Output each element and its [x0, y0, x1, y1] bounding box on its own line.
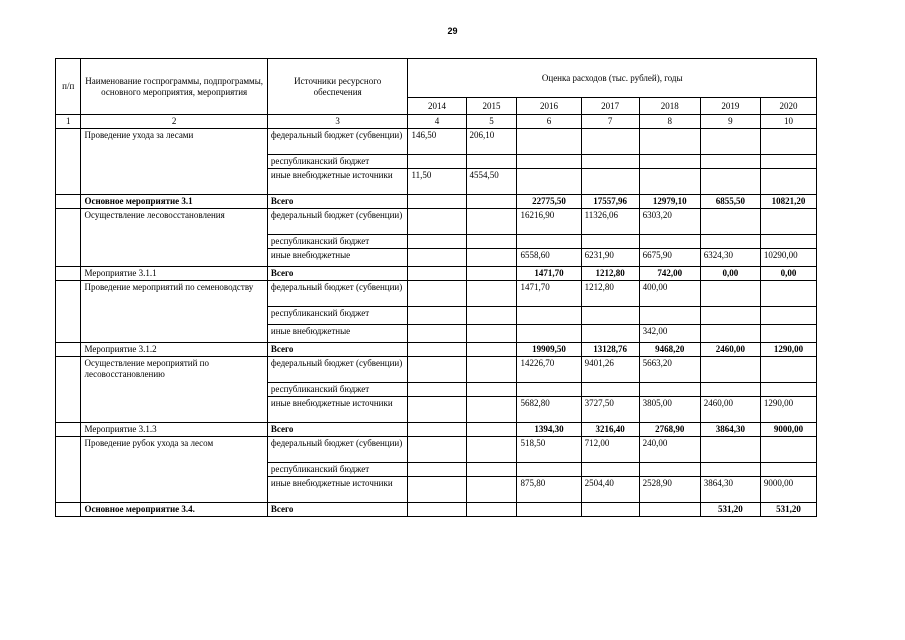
row-value-cell: [639, 383, 700, 397]
row-number-cell: [56, 209, 81, 267]
row-value-cell: [581, 235, 639, 249]
row-source-cell: республиканский бюджет: [267, 235, 408, 249]
table-row: [56, 437, 817, 463]
row-value-cell: [760, 325, 816, 343]
row-value-cell: [408, 503, 466, 517]
row-value-cell: [466, 423, 517, 437]
row-name-cell: Мероприятие 3.1.3: [81, 423, 267, 437]
row-number-cell: [56, 343, 81, 357]
row-value-cell: [466, 343, 517, 357]
header-year: 2017: [581, 98, 639, 115]
row-source-cell: иные внебюджетные источники: [267, 477, 408, 503]
header-year: 2016: [517, 98, 581, 115]
row-value-cell: [466, 397, 517, 423]
header-year: 2018: [639, 98, 700, 115]
row-value-cell: [466, 357, 517, 383]
row-value-cell: [517, 155, 581, 169]
row-number-cell: [56, 437, 81, 503]
header-estimate: Оценка расходов (тыс. рублей), годы: [408, 59, 817, 98]
row-value-cell: [408, 235, 466, 249]
row-value-cell: 0,00: [700, 267, 760, 281]
row-value-cell: [760, 307, 816, 325]
row-value-cell: [700, 155, 760, 169]
row-value-cell: 531,20: [700, 503, 760, 517]
row-name-cell: Мероприятие 3.1.1: [81, 267, 267, 281]
row-value-cell: [700, 357, 760, 383]
row-value-cell: [581, 383, 639, 397]
row-value-cell: [639, 155, 700, 169]
row-source-cell: иные внебюджетные: [267, 325, 408, 343]
row-source-cell: республиканский бюджет: [267, 155, 408, 169]
row-value-cell: [466, 463, 517, 477]
header-index-cell: 1: [56, 115, 81, 129]
row-value-cell: [466, 195, 517, 209]
row-value-cell: [408, 325, 466, 343]
table-row: [56, 423, 817, 437]
row-value-cell: 17557,96: [581, 195, 639, 209]
row-source-cell: республиканский бюджет: [267, 463, 408, 477]
header-source: Источники ресурсного обеспечения: [267, 59, 408, 115]
row-value-cell: [700, 463, 760, 477]
header-year: 2020: [760, 98, 816, 115]
header-index-cell: 6: [517, 115, 581, 129]
row-value-cell: [466, 307, 517, 325]
row-value-cell: [517, 503, 581, 517]
row-value-cell: 11,50: [408, 169, 466, 195]
row-value-cell: [700, 307, 760, 325]
table-row: [56, 267, 817, 281]
header-year: 2014: [408, 98, 466, 115]
row-value-cell: 1471,70: [517, 281, 581, 307]
row-name-cell: Осуществление лесовосстановления: [81, 209, 267, 267]
row-value-cell: 5682,80: [517, 397, 581, 423]
row-value-cell: [639, 235, 700, 249]
header-index-cell: 3: [267, 115, 408, 129]
header-index-row: [56, 115, 817, 129]
row-name-cell: Проведение рубок ухода за лесом: [81, 437, 267, 503]
row-value-cell: [408, 477, 466, 503]
table-row: [56, 281, 817, 307]
row-source-cell: иные внебюджетные: [267, 249, 408, 267]
row-value-cell: [760, 169, 816, 195]
row-value-cell: [639, 307, 700, 325]
row-value-cell: [466, 155, 517, 169]
row-value-cell: 6324,30: [700, 249, 760, 267]
row-value-cell: [408, 383, 466, 397]
header-name: Наименование госпрограммы, подпрограммы, основного мероприятия, мероприятия: [81, 59, 267, 115]
row-value-cell: [408, 357, 466, 383]
row-value-cell: [408, 343, 466, 357]
row-source-cell: Всего: [267, 195, 408, 209]
row-name-cell: Осуществление мероприятий по лесовосстановлению: [81, 357, 267, 423]
row-value-cell: [639, 129, 700, 155]
row-value-cell: 712,00: [581, 437, 639, 463]
row-value-cell: [466, 477, 517, 503]
row-value-cell: 6558,60: [517, 249, 581, 267]
row-value-cell: [408, 281, 466, 307]
row-value-cell: [760, 463, 816, 477]
row-value-cell: 11326,06: [581, 209, 639, 235]
header-index-cell: 7: [581, 115, 639, 129]
row-value-cell: 9000,00: [760, 423, 816, 437]
header-index-cell: 2: [81, 115, 267, 129]
row-source-cell: Всего: [267, 343, 408, 357]
row-value-cell: [760, 235, 816, 249]
row-value-cell: [700, 437, 760, 463]
header-index-cell: 10: [760, 115, 816, 129]
row-value-cell: [700, 383, 760, 397]
row-value-cell: [466, 267, 517, 281]
row-value-cell: [700, 209, 760, 235]
row-value-cell: [581, 169, 639, 195]
row-value-cell: 6855,50: [700, 195, 760, 209]
row-number-cell: [56, 267, 81, 281]
row-value-cell: 400,00: [639, 281, 700, 307]
row-value-cell: 14226,70: [517, 357, 581, 383]
row-value-cell: 6231,90: [581, 249, 639, 267]
row-value-cell: [408, 249, 466, 267]
row-value-cell: 0,00: [760, 267, 816, 281]
row-value-cell: 742,00: [639, 267, 700, 281]
row-number-cell: [56, 423, 81, 437]
row-value-cell: 5663,20: [639, 357, 700, 383]
row-value-cell: [760, 437, 816, 463]
row-value-cell: [639, 463, 700, 477]
row-name-cell: Проведение мероприятий по семеноводству: [81, 281, 267, 343]
row-value-cell: 10821,20: [760, 195, 816, 209]
row-value-cell: [517, 383, 581, 397]
row-value-cell: [700, 235, 760, 249]
row-value-cell: 146,50: [408, 129, 466, 155]
row-value-cell: 531,20: [760, 503, 816, 517]
row-value-cell: [466, 249, 517, 267]
row-number-cell: [56, 503, 81, 517]
row-name-cell: Основное мероприятие 3.1: [81, 195, 267, 209]
row-value-cell: 13128,76: [581, 343, 639, 357]
row-number-cell: [56, 281, 81, 343]
row-value-cell: [408, 267, 466, 281]
row-value-cell: [466, 437, 517, 463]
row-value-cell: [700, 169, 760, 195]
row-value-cell: 10290,00: [760, 249, 816, 267]
row-source-cell: федеральный бюджет (субвенции): [267, 437, 408, 463]
row-value-cell: [408, 397, 466, 423]
row-value-cell: 1290,00: [760, 343, 816, 357]
row-source-cell: иные внебюджетные источники: [267, 397, 408, 423]
row-value-cell: [639, 169, 700, 195]
table-row: [56, 343, 817, 357]
table-row: [56, 209, 817, 235]
row-value-cell: 4554,50: [466, 169, 517, 195]
row-source-cell: федеральный бюджет (субвенции): [267, 129, 408, 155]
row-value-cell: 16216,90: [517, 209, 581, 235]
table-row: [56, 357, 817, 383]
header-year: 2015: [466, 98, 517, 115]
header-index-cell: 9: [700, 115, 760, 129]
row-value-cell: [517, 307, 581, 325]
row-value-cell: [517, 169, 581, 195]
row-value-cell: 6675,90: [639, 249, 700, 267]
row-value-cell: [639, 503, 700, 517]
row-value-cell: [581, 307, 639, 325]
row-number-cell: [56, 195, 81, 209]
row-value-cell: [517, 129, 581, 155]
header-index-cell: 5: [466, 115, 517, 129]
row-value-cell: 206,10: [466, 129, 517, 155]
row-value-cell: 1212,80: [581, 281, 639, 307]
row-value-cell: [517, 235, 581, 249]
row-name-cell: Мероприятие 3.1.2: [81, 343, 267, 357]
row-value-cell: 19909,50: [517, 343, 581, 357]
row-value-cell: [760, 281, 816, 307]
row-source-cell: республиканский бюджет: [267, 383, 408, 397]
row-value-cell: [760, 155, 816, 169]
row-value-cell: 1290,00: [760, 397, 816, 423]
row-value-cell: 2460,00: [700, 397, 760, 423]
row-value-cell: [466, 281, 517, 307]
row-value-cell: 3864,30: [700, 477, 760, 503]
table-row: [56, 503, 817, 517]
page-number: 29: [447, 26, 458, 36]
table-body: [56, 129, 817, 517]
row-value-cell: [581, 129, 639, 155]
row-source-cell: федеральный бюджет (субвенции): [267, 209, 408, 235]
row-source-cell: Всего: [267, 423, 408, 437]
row-value-cell: 22775,50: [517, 195, 581, 209]
header-index-cell: 4: [408, 115, 466, 129]
row-value-cell: [517, 325, 581, 343]
row-value-cell: [466, 383, 517, 397]
table-row: [56, 129, 817, 155]
row-source-cell: республиканский бюджет: [267, 307, 408, 325]
row-value-cell: [408, 437, 466, 463]
row-name-cell: Основное мероприятие 3.4.: [81, 503, 267, 517]
row-value-cell: [581, 463, 639, 477]
row-value-cell: [581, 503, 639, 517]
header-num: п/п: [56, 59, 81, 115]
row-value-cell: 6303,20: [639, 209, 700, 235]
row-value-cell: [760, 129, 816, 155]
row-source-cell: федеральный бюджет (субвенции): [267, 357, 408, 383]
row-value-cell: [700, 129, 760, 155]
budget-table: [55, 58, 817, 517]
row-value-cell: [466, 235, 517, 249]
row-value-cell: 2504,40: [581, 477, 639, 503]
row-value-cell: [700, 325, 760, 343]
row-number-cell: [56, 129, 81, 195]
row-value-cell: [760, 357, 816, 383]
row-value-cell: 3864,30: [700, 423, 760, 437]
row-value-cell: 1212,80: [581, 267, 639, 281]
row-value-cell: [760, 209, 816, 235]
row-value-cell: 3727,50: [581, 397, 639, 423]
row-value-cell: [466, 209, 517, 235]
row-value-cell: 240,00: [639, 437, 700, 463]
row-value-cell: [408, 423, 466, 437]
row-source-cell: Всего: [267, 503, 408, 517]
row-source-cell: иные внебюджетные источники: [267, 169, 408, 195]
row-value-cell: 2768,90: [639, 423, 700, 437]
header-year: 2019: [700, 98, 760, 115]
row-value-cell: 1471,70: [517, 267, 581, 281]
row-value-cell: 3216,40: [581, 423, 639, 437]
row-value-cell: [408, 209, 466, 235]
row-value-cell: 9401,26: [581, 357, 639, 383]
row-name-cell: Проведение ухода за лесами: [81, 129, 267, 195]
row-value-cell: 3805,00: [639, 397, 700, 423]
row-value-cell: 9468,20: [639, 343, 700, 357]
table-row: [56, 195, 817, 209]
row-value-cell: 12979,10: [639, 195, 700, 209]
row-value-cell: [408, 463, 466, 477]
row-value-cell: 2460,00: [700, 343, 760, 357]
row-value-cell: 2528,90: [639, 477, 700, 503]
row-value-cell: [408, 155, 466, 169]
row-value-cell: [466, 325, 517, 343]
row-value-cell: [517, 463, 581, 477]
row-value-cell: 875,80: [517, 477, 581, 503]
row-value-cell: 1394,30: [517, 423, 581, 437]
row-value-cell: [408, 307, 466, 325]
row-value-cell: [581, 325, 639, 343]
row-source-cell: федеральный бюджет (субвенции): [267, 281, 408, 307]
header-index-cell: 8: [639, 115, 700, 129]
row-value-cell: 518,50: [517, 437, 581, 463]
row-value-cell: [466, 503, 517, 517]
row-value-cell: 9000,00: [760, 477, 816, 503]
row-value-cell: 342,00: [639, 325, 700, 343]
row-value-cell: [408, 195, 466, 209]
row-source-cell: Всего: [267, 267, 408, 281]
row-value-cell: [700, 281, 760, 307]
row-value-cell: [581, 155, 639, 169]
row-value-cell: [760, 383, 816, 397]
row-number-cell: [56, 357, 81, 423]
